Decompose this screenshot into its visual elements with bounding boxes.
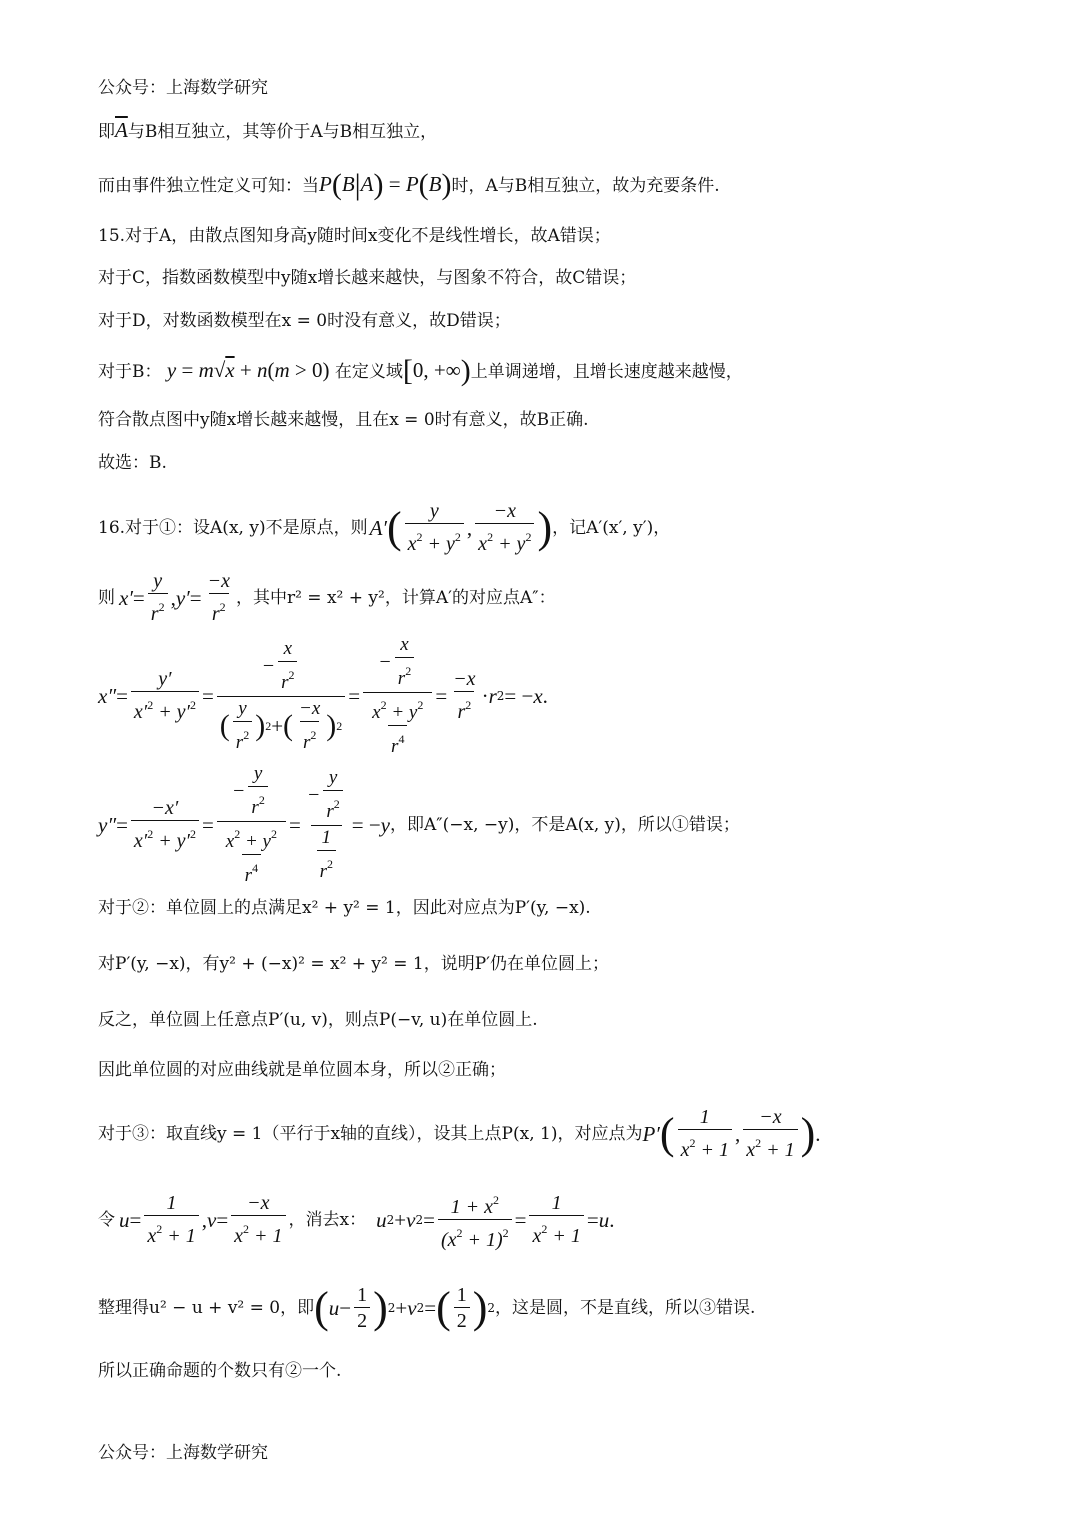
q15-option-b: 对于B： y = m√x + n(m > 0) 在定义域[0, +∞)上单调递增，且增长速度越来越慢，	[98, 354, 743, 387]
q15-answer: 故选：B.	[98, 453, 167, 473]
q14-line2: 而由事件独立性定义可知：当P(B|A) = P(B)时，A与B相互独立，故为充要条件.	[98, 168, 720, 201]
q16-part2-line4: 因此单位圆的对应曲线就是单位圆本身，所以②正确；	[98, 1060, 506, 1080]
q16-then: 则 x′ = $\frac{y}{r^2}$ , y′ = $\frac{-x}{r^2}$ ，其中r² = x² + y²，计算A′的对应点A″：	[98, 570, 556, 625]
q16-y-double-prime-derivation: y″ = $\frac{-x'}{x'^2 + y'^2}$ = − $\frac{y}{r^2}$ $\frac{x^2 + y^2}{r^4}$ = − $\frac{y}{r^2}$ $\frac{1}{r^2}$ = − y ，即A″(−x, −y)，不是A(x, y)，所以①错误；	[98, 770, 740, 880]
q15-option-a: 15.对于A，由散点图知身高y随时间x变化不是线性增长，故A错误；	[98, 226, 611, 246]
q16-x-double-prime-derivation: x″ = $\frac{y'}{x'^2 + y'^2}$ = − $\frac{x}{r^2}$ ( $\frac{y}{r^2}$ ) 2 + ( $\frac{-x}{r^2}$ ) 2 = − $\frac{x}{r^2}$ $\frac{x^2 + y^2}{r^4}$ = $\frac{-x}{r^2}$ · r 2 = − x .	[98, 636, 548, 756]
footer-label: 公众号：上海数学研究	[98, 1443, 268, 1463]
q15-option-c: 对于C，指数函数模型中y随x增长越来越快，与图象不符合，故C错误；	[98, 268, 637, 288]
header-label: 公众号：上海数学研究	[98, 78, 268, 98]
q16-part2-line3: 反之，单位圆上任意点P′(u, v)，则点P(−v, u)在单位圆上.	[98, 1010, 538, 1030]
q14-line1: 即$\overline{A}$与B相互独立，其等价于A与B相互独立，	[98, 118, 438, 142]
q16-part3-result: 整理得u² − u + v² = 0，即 ( u − $\frac{1}{2}$ ) 2 + v 2 = ( $\frac{1}{2}$ ) 2 ，这是圆，不是直线，所以③错误.	[98, 1283, 756, 1332]
q16-conclusion: 所以正确命题的个数只有②一个.	[98, 1361, 342, 1381]
q16-intro: 16.对于①：设A(x, y)不是原点，则 A′ ( $\frac{y}{x^2 + y^2}$ , $\frac{-x}{x^2 + y^2}$ ) ，记A′(x′, y′)，	[98, 500, 671, 555]
q15-option-d: 对于D，对数函数模型在x = 0时没有意义，故D错误；	[98, 311, 511, 331]
q16-part2-line2: 对P′(y, −x)，有y² + (−x)² = x² + y² = 1，说明P′仍在单位圆上；	[98, 954, 610, 974]
q15-option-b-cont: 符合散点图中y随x增长越来越慢，且在x = 0时有意义，故B正确.	[98, 410, 589, 430]
q16-part2-line1: 对于②：单位圆上的点满足x² + y² = 1，因此对应点为P′(y, −x).	[98, 898, 591, 918]
q16-part3-elimination: 令 u = $\frac{1}{x^2 + 1}$ , v = $\frac{-x}{x^2 + 1}$ ，消去x： u 2 + v 2 = $\frac{1 + x^2}{(x^2 + 1)^2}$ = $\frac{1}{x^2 + 1}$ = u .	[98, 1192, 615, 1251]
q16-part3-intro: 对于③：取直线y = 1（平行于x轴的直线），设其上点P(x, 1)，对应点为 P′ ( $\frac{1}{x^2 + 1}$ , $\frac{-x}{x^2 + 1}$ ) .	[98, 1106, 821, 1161]
